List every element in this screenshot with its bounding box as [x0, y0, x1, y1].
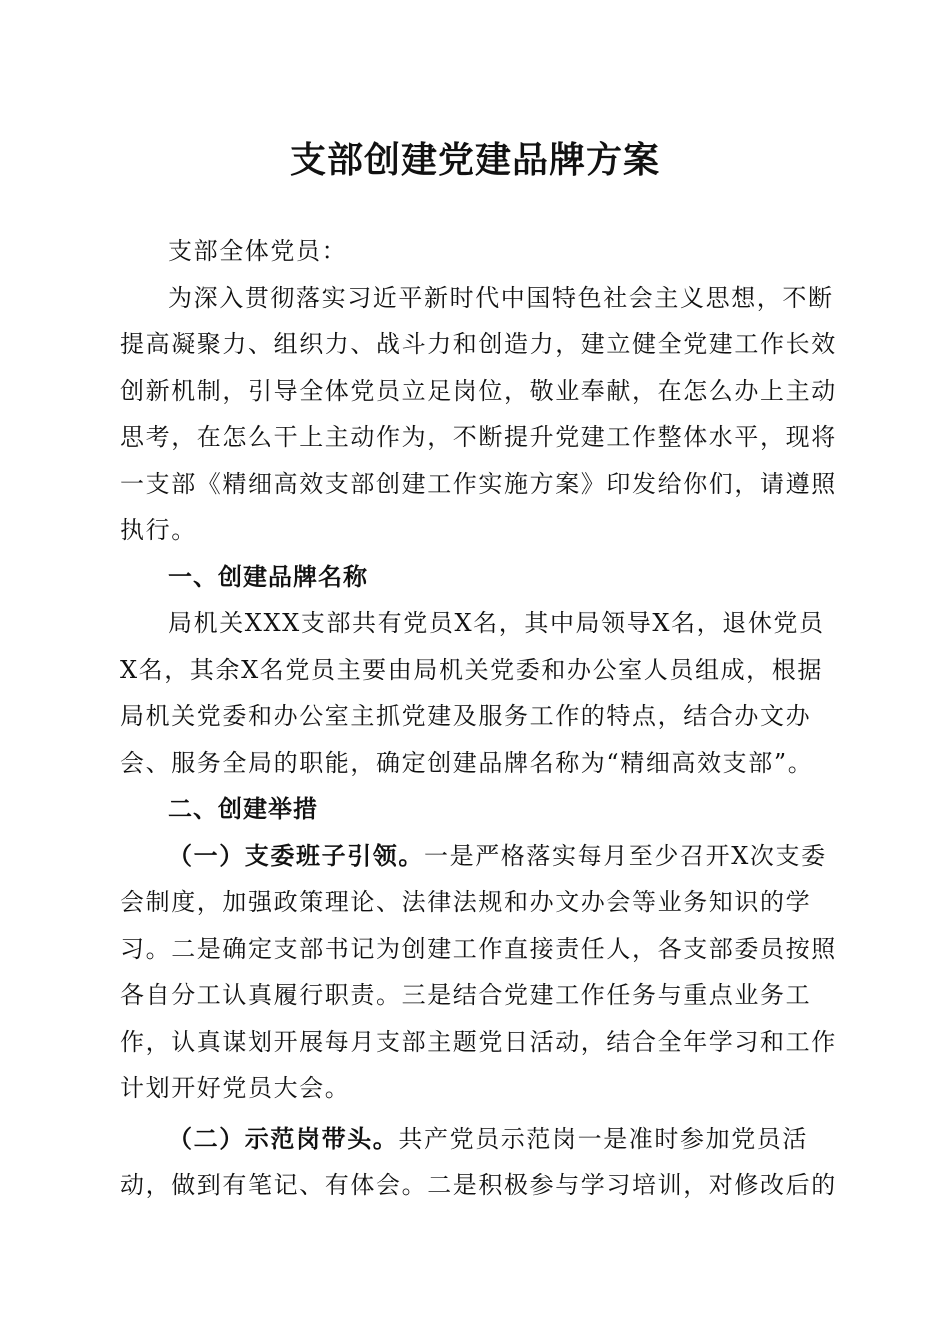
section-heading-measures: 二、创建举措 [168, 795, 318, 823]
measure-item-1 [120, 833, 840, 1112]
document-title: 支部创建党建品牌方案 [289, 139, 660, 181]
measure-item-2-lead: （二）示范岗带头。 [168, 1123, 399, 1153]
measure-item-2-text: 共产党员示范岗一是准时参加党员活动，做到有笔记、有体会。二是积极参与学习培训，对修改后的 [120, 1124, 837, 1199]
document-body [120, 228, 840, 1209]
section-heading-brand-name: 一、创建品牌名称 [168, 562, 368, 591]
salutation: 支部全体党员： [168, 237, 348, 265]
measure-item-1-lead: （一）支委班子引领。 [168, 840, 424, 870]
measure-item-2 [120, 1116, 840, 1209]
brand-name-paragraph: 局机关XXX支部共有党员X名，其中局领导X名，退休党员X名，其余X名党员主要由局机关党委和办公室人员组成，根据局机关党委和办公室主抓党建及服务工作的特点，结合办文办会、服务全局的职能，确定创建品牌名称为“精细高效支部”。 [120, 609, 825, 777]
intro-paragraph: 为深入贯彻落实习近平新时代中国特色社会主义思想，不断提高凝聚力、组织力、战斗力和创造力，建立健全党建工作长效创新机制，引导全体党员立足岗位，敬业奉献，在怎么办上主动思考，在怎么干上主动作为，不断提升党建工作整体水平，现将一支部《精细高效支部创建工作实施方案》印发给你们，请遵照执行。 [120, 283, 837, 544]
measure-item-1-text: 一是严格落实每月至少召开X次支委会制度，加强政策理论、法律法规和办文办会等业务知识的学习。二是确定支部书记为创建工作直接责任人，各支部委员按照各自分工认真履行职责。三是结合党建工作任务与重点业务工作，认真谋划开展每月支部主题党日活动，结合全年学习和工作计划开好党员大会。 [120, 841, 837, 1102]
